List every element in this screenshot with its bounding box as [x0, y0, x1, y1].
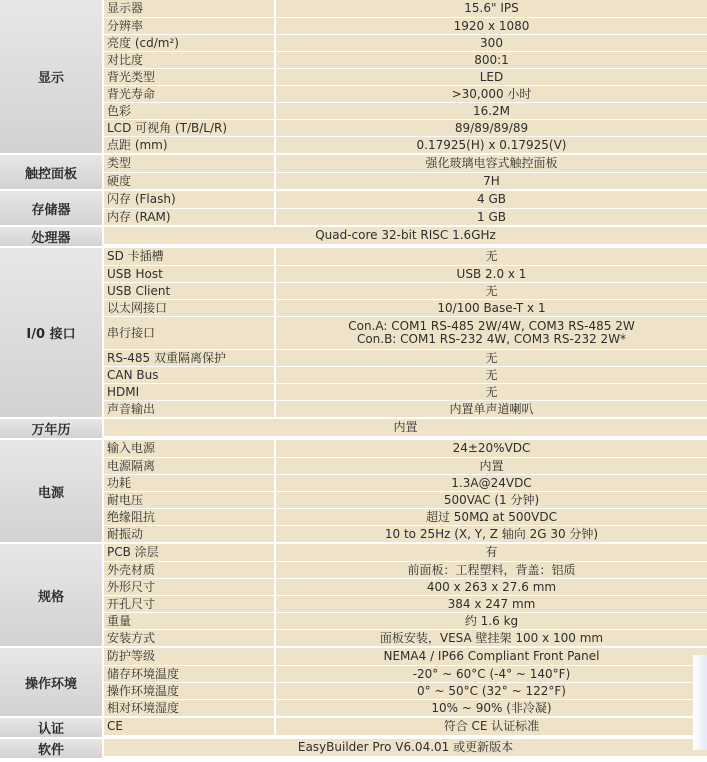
spec-section: [0, 419, 707, 440]
spec-value: 内置单声道喇叭: [276, 401, 707, 417]
section-rows: [104, 227, 707, 246]
spec-label: 耐电压: [104, 492, 276, 508]
section-rows: [104, 739, 707, 758]
spec-value: 有: [276, 544, 707, 561]
spec-label: 硬度: [104, 173, 276, 189]
spec-label: 安装方式: [104, 630, 276, 646]
spec-label: 外壳材质: [104, 562, 276, 578]
spec-row: [104, 457, 707, 474]
spec-label: 开孔尺寸: [104, 596, 276, 612]
spec-value: 符合 CE 认证标准: [276, 718, 707, 735]
spec-row: [104, 419, 707, 436]
section-title: 显示: [0, 0, 104, 153]
section-title: 认证: [0, 718, 104, 737]
spec-value: 10% ~ 90% (非冷凝): [276, 700, 707, 716]
spec-label: HDMI: [104, 384, 276, 400]
spec-row: [104, 85, 707, 102]
spec-row: [104, 208, 707, 225]
spec-row: [104, 648, 707, 665]
spec-label: 耐振动: [104, 526, 276, 542]
spec-value: 1920 x 1080: [276, 18, 707, 34]
spec-value: 10 to 25Hz (X, Y, Z 轴向 2G 30 分钟): [276, 526, 707, 542]
section-rows: [104, 155, 707, 189]
spec-row: [104, 68, 707, 85]
section-title: 万年历: [0, 419, 104, 438]
spec-label: 分辨率: [104, 18, 276, 34]
section-rows: [104, 718, 707, 737]
spec-section: [0, 739, 707, 760]
spec-row: [104, 34, 707, 51]
spec-value: 内置: [276, 458, 707, 474]
spec-value: 10/100 Base-T x 1: [276, 300, 707, 316]
spec-row: [104, 440, 707, 457]
spec-label: 电源隔离: [104, 458, 276, 474]
spec-label: 色彩: [104, 103, 276, 119]
section-title: 处理器: [0, 227, 104, 246]
spec-row: [104, 739, 707, 756]
spec-row: [104, 366, 707, 383]
spec-value: 无: [276, 248, 707, 265]
spec-label: 绝缘阻抗: [104, 509, 276, 525]
spec-label: PCB 涂层: [104, 544, 276, 561]
spec-value: 约 1.6 kg: [276, 613, 707, 629]
section-rows: [104, 248, 707, 417]
spec-value: 强化玻璃电容式触控面板: [276, 155, 707, 172]
spec-value: 7H: [276, 173, 707, 189]
section-title: 软件: [0, 739, 104, 758]
section-title: 存储器: [0, 191, 104, 225]
spec-label: USB Client: [104, 283, 276, 299]
spec-row: [104, 544, 707, 561]
spec-label: 背光类型: [104, 69, 276, 85]
spec-value: -20° ~ 60°C (-4° ~ 140°F): [276, 666, 707, 682]
spec-value: 面板安装，VESA 壁挂架 100 x 100 mm: [276, 630, 707, 646]
spec-section: [0, 648, 707, 718]
spec-row: [104, 172, 707, 189]
spec-section: [0, 440, 707, 544]
spec-label: CAN Bus: [104, 367, 276, 383]
spec-section: [0, 248, 707, 419]
spec-row: [104, 508, 707, 525]
spec-value: 内置: [104, 419, 707, 436]
section-rows: [104, 419, 707, 438]
section-title: 电源: [0, 440, 104, 542]
spec-section: [0, 544, 707, 648]
spec-value: 超过 50MΩ at 500VDC: [276, 509, 707, 525]
spec-row: [104, 561, 707, 578]
spec-value: Quad-core 32-bit RISC 1.6GHz: [104, 227, 707, 244]
spec-value: [276, 317, 707, 349]
spec-value: 16.2M: [276, 103, 707, 119]
spec-value: USB 2.0 x 1: [276, 266, 707, 282]
spec-label: LCD 可视角 (T/B/L/R): [104, 120, 276, 136]
spec-value: 384 x 247 mm: [276, 596, 707, 612]
spec-label: 类型: [104, 155, 276, 172]
spec-row: [104, 119, 707, 136]
section-title: 操作环境: [0, 648, 104, 716]
spec-label: 亮度 (cd/m²): [104, 35, 276, 51]
spec-row: [104, 265, 707, 282]
spec-row: [104, 682, 707, 699]
spec-row: [104, 282, 707, 299]
spec-row: [104, 578, 707, 595]
spec-value: 300: [276, 35, 707, 51]
spec-label: 储存环境温度: [104, 666, 276, 682]
spec-label: 串行接口: [104, 317, 276, 349]
spec-value-line: Con.B: COM1 RS-232 4W, COM3 RS-232 2W*: [356, 332, 627, 346]
spec-row: [104, 699, 707, 716]
spec-label: 功耗: [104, 475, 276, 491]
spec-row: [104, 474, 707, 491]
spec-value: LED: [276, 69, 707, 85]
spec-value: 无: [276, 384, 707, 400]
spec-value: 89/89/89/89: [276, 120, 707, 136]
spec-value: 24±20%VDC: [276, 440, 707, 457]
spec-label: 声音输出: [104, 401, 276, 417]
spec-value: 0.17925(H) x 0.17925(V): [276, 137, 707, 153]
spec-row: [104, 665, 707, 682]
spec-value: >30,000 小时: [276, 86, 707, 102]
section-rows: [104, 544, 707, 646]
spec-label: 显示器: [104, 0, 276, 17]
spec-row: [104, 248, 707, 265]
spec-value: 无: [276, 350, 707, 366]
spec-row: [104, 629, 707, 646]
spec-value: 无: [276, 367, 707, 383]
spec-row: [104, 718, 707, 735]
section-rows: [104, 440, 707, 542]
spec-label: 相对环境湿度: [104, 700, 276, 716]
spec-label: 操作环境温度: [104, 683, 276, 699]
spec-value: 15.6" IPS: [276, 0, 707, 17]
spec-row: [104, 383, 707, 400]
spec-value: 0° ~ 50°C (32° ~ 122°F): [276, 683, 707, 699]
spec-label: 外形尺寸: [104, 579, 276, 595]
spec-row: [104, 491, 707, 508]
spec-section: [0, 155, 707, 191]
spec-row: [104, 51, 707, 68]
edge-decoration: [693, 655, 707, 750]
spec-value: 400 x 263 x 27.6 mm: [276, 579, 707, 595]
spec-label: 闪存 (Flash): [104, 191, 276, 208]
spec-row: [104, 191, 707, 208]
section-rows: [104, 0, 707, 153]
section-title: I/0 接口: [0, 248, 104, 417]
spec-value: EasyBuilder Pro V6.04.01 或更新版本: [104, 739, 707, 756]
spec-row: [104, 316, 707, 349]
spec-value: 500VAC (1 分钟): [276, 492, 707, 508]
spec-label: 重量: [104, 613, 276, 629]
spec-row: [104, 525, 707, 542]
section-title: 规格: [0, 544, 104, 646]
section-rows: [104, 191, 707, 225]
spec-section: [0, 227, 707, 248]
spec-label: SD 卡插槽: [104, 248, 276, 265]
spec-row: [104, 155, 707, 172]
spec-label: 对比度: [104, 52, 276, 68]
spec-section: [0, 0, 707, 155]
spec-row: [104, 595, 707, 612]
spec-label: 点距 (mm): [104, 137, 276, 153]
spec-label: 以太网接口: [104, 300, 276, 316]
spec-value: 前面板：工程塑料，背盖：铝质: [276, 562, 707, 578]
spec-label: 防护等级: [104, 648, 276, 665]
spec-row: [104, 0, 707, 17]
spec-row: [104, 349, 707, 366]
spec-section: [0, 191, 707, 227]
spec-label: 输入电源: [104, 440, 276, 457]
section-title: 触控面板: [0, 155, 104, 189]
spec-row: [104, 400, 707, 417]
spec-value: 1 GB: [276, 209, 707, 225]
spec-label: 内存 (RAM): [104, 209, 276, 225]
spec-label: USB Host: [104, 266, 276, 282]
section-rows: [104, 648, 707, 716]
spec-row: [104, 612, 707, 629]
spec-label: RS-485 双重隔离保护: [104, 350, 276, 366]
spec-value: 无: [276, 283, 707, 299]
spec-value: 800:1: [276, 52, 707, 68]
spec-row: [104, 102, 707, 119]
spec-value: 1.3A@24VDC: [276, 475, 707, 491]
spec-label: 背光寿命: [104, 86, 276, 102]
spec-row: [104, 136, 707, 153]
spec-value-line: Con.A: COM1 RS-485 2W/4W, COM3 RS-485 2W: [348, 319, 635, 333]
spec-row: [104, 299, 707, 316]
spec-section: [0, 718, 707, 739]
spec-row: [104, 227, 707, 244]
spec-value: NEMA4 / IP66 Compliant Front Panel: [276, 648, 707, 665]
spec-value: 4 GB: [276, 191, 707, 208]
spec-row: [104, 17, 707, 34]
spec-label: CE: [104, 718, 276, 735]
